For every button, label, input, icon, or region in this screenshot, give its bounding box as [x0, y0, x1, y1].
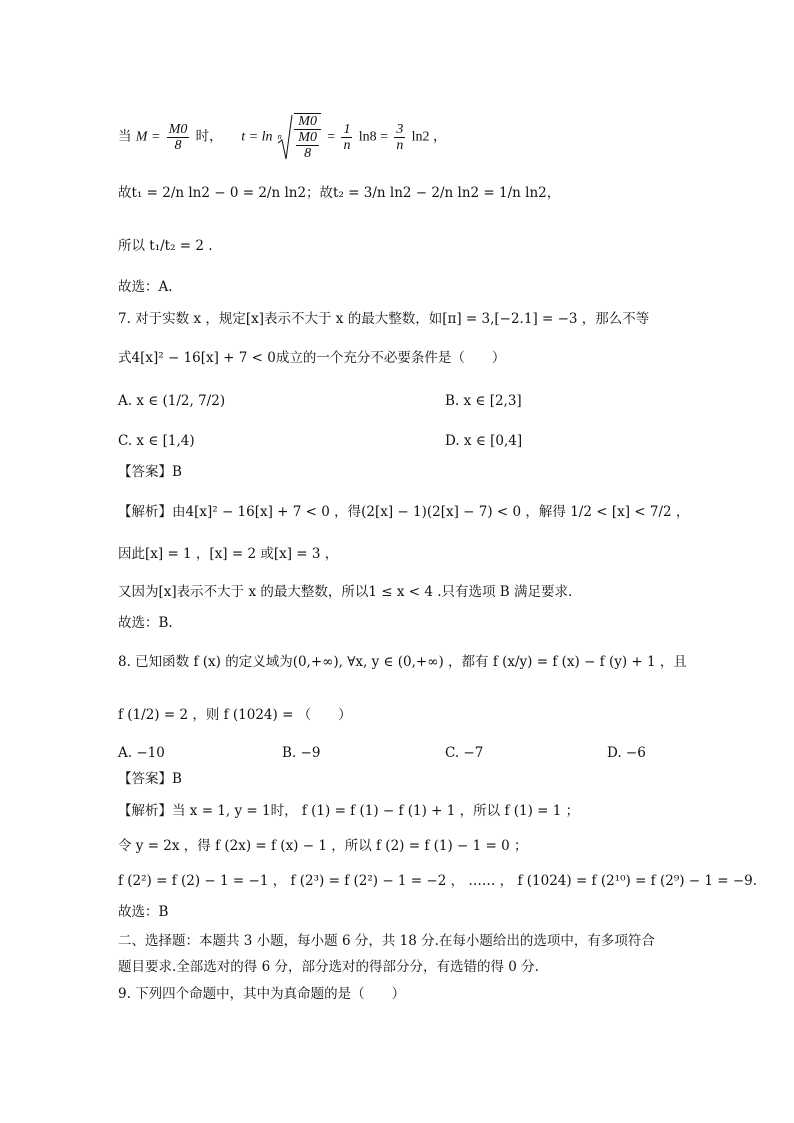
frac-m0-over-8: $\frac{M0}{8}$ [168, 121, 188, 153]
q7-solution-line3: 又因为[x]表示不大于 x 的最大整数，所以1 ≤ x < 4 .只有选项 B 满足要求. [118, 584, 573, 600]
frac-1-over-n: $\frac{1}{n}$ [343, 121, 351, 153]
section2-intro-line2: 题目要求.全部选对的得 6 分，部分选对的得部分分，有选错的得 0 分. [118, 959, 539, 975]
q8-option-b: B. −9 [282, 745, 321, 761]
q8-stem-line1: 8. 已知函数 f (x) 的定义域为(0,+∞), ∀x, y ∈ (0,+∞) ，都有 f (x/y) = f (x) − f (y) + 1 ，且 [118, 654, 687, 670]
q7-option-b: B. x ∈ [2,3] [445, 393, 522, 409]
q7-option-a: A. x ∈ (1/2, 7/2) [118, 393, 226, 409]
q8-answer: 【答案】B [118, 771, 182, 787]
q9-stem: 9. 下列四个命题中，其中为真命题的是（ ） [118, 986, 406, 1002]
q7-pick: 故选：B. [118, 615, 173, 631]
nth-root [277, 113, 323, 161]
q8-option-c: C. −7 [445, 745, 484, 761]
q7-solution-line1: 【解析】由4[x]² − 16[x] + 7 < 0 ，得(2[x] − 1)(2[x] − 7) < 0 ，解得 1/2 < [x] < 7/2 ， [118, 504, 690, 520]
q7-solution-line2: 因此[x] = 1 ，[x] = 2 或[x] = 3 ， [118, 546, 339, 562]
q8-pick: 故选：B [118, 904, 169, 920]
math-m-eq: M = [135, 129, 161, 145]
text-shi: 时， [195, 128, 223, 145]
q8-stem-line2: f (1/2) = 2 ，则 f (1024) = （ ） [118, 707, 352, 723]
q7-stem-line1: 7. 对于实数 x ，规定[x]表示不大于 x 的最大整数，如[π] = 3,[−2.1] = −3 ，那么不等 [118, 311, 650, 327]
section2-intro-line1: 二、选择题：本题共 3 小题，每小题 6 分，共 18 分.在每小题给出的选项中，有多项符合 [118, 933, 655, 949]
q7-answer: 【答案】B [118, 464, 182, 480]
math-t-ln: t = ln [241, 129, 273, 145]
q8-option-d: D. −6 [607, 745, 646, 761]
q8-solution-line1: 【解析】当 x = 1, y = 1时， f (1) = f (1) − f (1) + 1 ，所以 f (1) = 1 ； [118, 803, 580, 819]
line-m-condition: 当 M = $\frac{M0}{8}$ 时， t = ln n M0 M0 8 = $\frac{1}{n}$ ln8 = $\frac{3}{n}$ ln2 ， [118, 114, 448, 161]
answer-q6: 故选：A. [118, 279, 173, 295]
frac-3-over-n: $\frac{3}{n}$ [396, 121, 404, 153]
q7-option-d: D. x ∈ [0,4] [445, 433, 523, 449]
q8-solution-line2: 令 y = 2x ，得 f (2x) = f (x) − 1 ，所以 f (2) = f (1) − 1 = 0 ； [118, 838, 528, 854]
root-body: M0 M0 8 [294, 113, 321, 161]
line-t1-t2: 故t₁ = 2/n ln2 − 0 = 2/n ln2；故t₂ = 3/n ln2 − 2/n ln2 = 1/n ln2， [118, 185, 561, 201]
text-dang: 当 [118, 128, 132, 145]
line-ratio: 所以 t₁/t₂ = 2 . [118, 238, 213, 254]
q7-stem-line2: 式4[x]² − 16[x] + 7 < 0成立的一个充分不必要条件是（ ） [118, 350, 506, 366]
q7-option-c: C. x ∈ [1,4) [118, 433, 195, 449]
q8-solution-line3: f (2²) = f (2) − 1 = −1 ， f (2³) = f (2²) − 1 = −2 ， …… ， f (1024) = f (2¹⁰) = f (2⁹) − 1 = −9. [118, 873, 758, 889]
root-index: n [277, 132, 282, 141]
q8-option-a: A. −10 [118, 745, 165, 761]
